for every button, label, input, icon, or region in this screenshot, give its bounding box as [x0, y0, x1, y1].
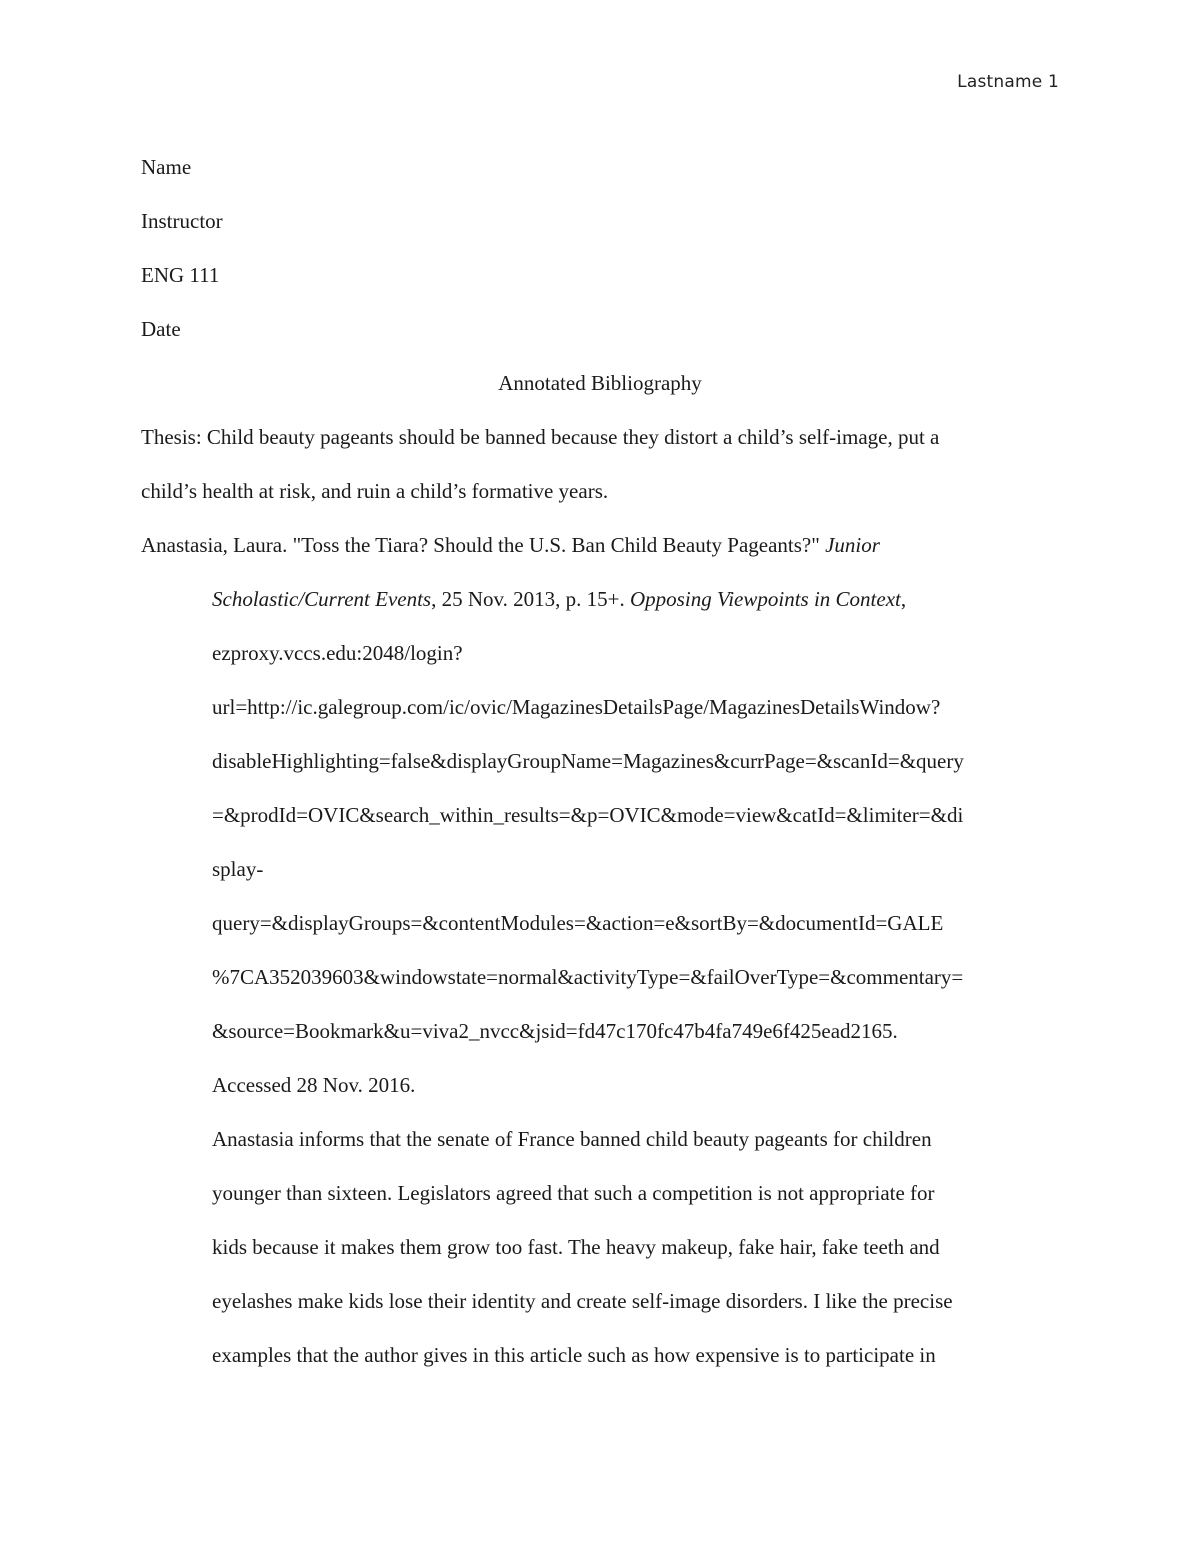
citation-url-line: &source=Bookmark&u=viva2_nvcc&jsid=fd47c170fc47b4fa749e6f425ead2165.: [212, 1019, 898, 1043]
annotation-line: Anastasia informs that the senate of France banned child beauty pageants for children: [212, 1127, 932, 1151]
citation-accessed: Accessed 28 Nov. 2016.: [212, 1073, 416, 1097]
citation-author-title: Anastasia, Laura. "Toss the Tiara? Should the U.S. Ban Child Beauty Pageants?": [141, 533, 826, 557]
document-date: Date: [141, 317, 181, 341]
citation-url-line: url=http://ic.galegroup.com/ic/ovic/MagazinesDetailsPage/MagazinesDetailsWindow?: [212, 695, 941, 719]
document-title: Annotated Bibliography: [498, 371, 702, 395]
citation-url-line: splay-: [212, 857, 264, 881]
citation-url-line: =&prodId=OVIC&search_within_results=&p=OVIC&mode=view&catId=&limiter=&di: [212, 803, 964, 827]
annotation-line: eyelashes make kids lose their identity and create self-image disorders. I like the precise: [212, 1289, 953, 1313]
course-name: ENG 111: [141, 263, 220, 287]
running-head: Lastname 1: [957, 72, 1059, 92]
citation-database: Opposing Viewpoints in Context: [630, 587, 901, 611]
citation-line-1: [141, 518, 1061, 572]
student-name: Name: [141, 155, 192, 179]
citation-comma: ,: [900, 587, 907, 611]
citation-journal-part-2: Scholastic/Current Events: [212, 587, 432, 611]
citation-url-line: %7CA352039603&windowstate=normal&activityType=&failOverType=&commentary=: [212, 965, 964, 989]
citation-url-line: ezproxy.vccs.edu:2048/login?: [212, 641, 463, 665]
instructor-name: Instructor: [141, 209, 223, 233]
annotation-line: kids because it makes them grow too fast. The heavy makeup, fake hair, fake teeth and: [212, 1235, 940, 1259]
annotation-line: examples that the author gives in this article such as how expensive is to participate in: [212, 1343, 936, 1367]
citation-line-2: [141, 572, 1061, 626]
citation-url-line: disableHighlighting=false&displayGroupName=Magazines&currPage=&scanId=&query: [212, 749, 964, 773]
citation-date-page: , 25 Nov. 2013, p. 15+.: [431, 587, 631, 611]
citation-journal-part-1: Junior: [825, 533, 880, 557]
annotation-line: younger than sixteen. Legislators agreed that such a competition is not appropriate for: [212, 1181, 935, 1205]
thesis-line-1: Thesis: Child beauty pageants should be banned because they distort a child’s self-image, put a: [141, 425, 940, 449]
thesis-line-2: child’s health at risk, and ruin a child’s formative years.: [141, 479, 609, 503]
document-body: [141, 140, 1061, 1382]
citation-url-line: query=&displayGroups=&contentModules=&action=e&sortBy=&documentId=GALE: [212, 911, 944, 935]
